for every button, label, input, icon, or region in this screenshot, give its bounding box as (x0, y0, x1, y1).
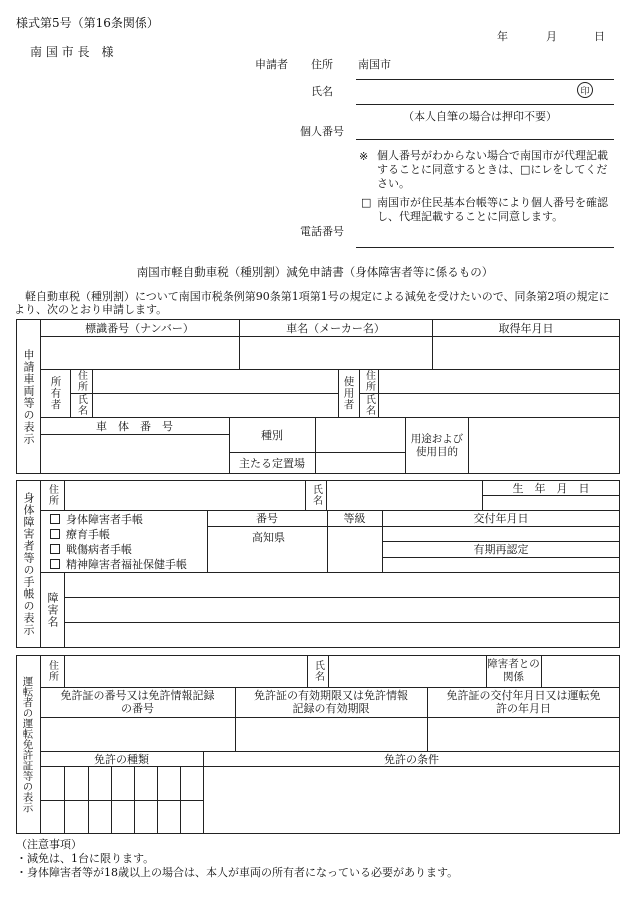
car-name-header: 車名（メーカー名） (286, 321, 385, 335)
name-underline (356, 104, 614, 105)
type-label: 種別 (261, 428, 283, 442)
applicant-label: 申請者 (255, 58, 288, 71)
acquired-date-header: 取得年月日 (498, 321, 554, 335)
handbook-type-item[interactable]: 精神障害者福祉保健手帳 (50, 557, 187, 572)
note-item: ・減免は、1台に限ります。 (16, 852, 155, 865)
license-issue-header: 免許証の交付年月日又は運転免許の年月日 (446, 689, 601, 715)
note1-mark: ※ (359, 150, 369, 163)
personal-number-label: 個人番号 (300, 125, 344, 138)
note2-text: 南国市が住民基本台帳等により個人番号を確認し、代理記載することに同意します。 (377, 196, 608, 223)
seal-note: （本人自筆の場合は押印不要） (403, 110, 557, 123)
address-label: 住所 (311, 58, 333, 71)
notes-block (16, 838, 458, 880)
consent-checkbox[interactable]: □ (361, 196, 372, 209)
user-label: 使用者 (342, 375, 355, 411)
purpose-label: 用途および使用目的 (410, 433, 464, 458)
handbook-type-item[interactable]: 療育手帳 (50, 527, 187, 542)
document-title: 南国市軽自動車税（種別割）減免申請書（身体障害者等に係るもの） (136, 265, 494, 279)
driver-section-label: 運転者の運転免許証等の表示 (21, 676, 34, 813)
name-label: 氏名 (311, 85, 333, 98)
handbook-number-header: 番号 (256, 512, 278, 525)
address-value: 南国市 (358, 58, 391, 71)
owner-name-label: 氏名 (75, 394, 87, 416)
location-label: 主たる定置場 (239, 457, 305, 470)
handbook-type-list (50, 512, 187, 572)
personal-number-underline (356, 139, 614, 140)
handbook-type-item[interactable]: 身体障害者手帳 (50, 512, 187, 527)
issued-date-header: 交付年月日 (473, 512, 529, 525)
disability-name-label: 障害名 (46, 592, 59, 628)
handbook-type-item[interactable]: 戦傷病者手帳 (50, 542, 187, 557)
plate-number-header: 標識番号（ナンバー） (85, 321, 194, 335)
vehicle-section-label: 申請車両等の表示 (22, 348, 35, 445)
recertification-header: 有期再認定 (473, 543, 529, 556)
grade-header: 等級 (343, 512, 366, 525)
form-number: 様式第5号（第16条関係） (16, 16, 159, 30)
user-address-label: 住所 (363, 370, 375, 392)
prefecture-label: 高知県 (252, 531, 285, 544)
notes-title: （注意事項） (16, 838, 82, 851)
driver-address-label: 住所 (46, 660, 58, 682)
body-number-header: 車 体 番 号 (96, 419, 173, 433)
addressee: 南 国 市 長 様 (30, 45, 114, 59)
owner-address-label: 住所 (75, 370, 87, 392)
vehicle-table (16, 319, 620, 474)
license-number-header: 免許証の番号又は免許情報記録の番号 (60, 689, 215, 715)
phone-label: 電話番号 (300, 225, 344, 238)
phone-underline (356, 247, 614, 248)
note1-text: 個人番号がわからない場合で南国市が代理記載することに同意するときは、□にレをしてください。 (377, 149, 608, 190)
date-day-label: 日 (594, 30, 605, 43)
note-item: ・身体障害者等が18歳以上の場合は、本人が車両の所有者になっている必要があります。 (16, 866, 459, 879)
handbook-name-label: 氏名 (310, 484, 322, 506)
license-validity-header: 免許証の有効期限又は免許情報記録の有効期限 (254, 689, 408, 715)
seal-mark: 印 (577, 82, 593, 98)
handbook-address-label: 住所 (46, 484, 58, 506)
address-underline (356, 79, 614, 80)
driver-name-label: 氏名 (312, 660, 324, 682)
owner-label: 所有者 (49, 375, 62, 411)
license-kind-header: 免許の種類 (94, 752, 149, 766)
intro-text: 軽自動車税（種別割）について南国市税条例第90条第1項第1号の規定による減免を受けたいので、同条第2項の規定により、次のとおり申請します。 (14, 290, 610, 316)
user-name-label: 氏名 (363, 394, 375, 416)
relation-label: 障害者との関係 (487, 658, 540, 683)
handbook-section-label: 身体障害者等の手帳の表示 (22, 492, 35, 636)
date-month-label: 月 (546, 30, 557, 43)
birth-date-header: 生 年 月 日 (512, 481, 590, 495)
date-year-label: 年 (497, 30, 508, 43)
license-condition-header: 免許の条件 (384, 752, 439, 766)
